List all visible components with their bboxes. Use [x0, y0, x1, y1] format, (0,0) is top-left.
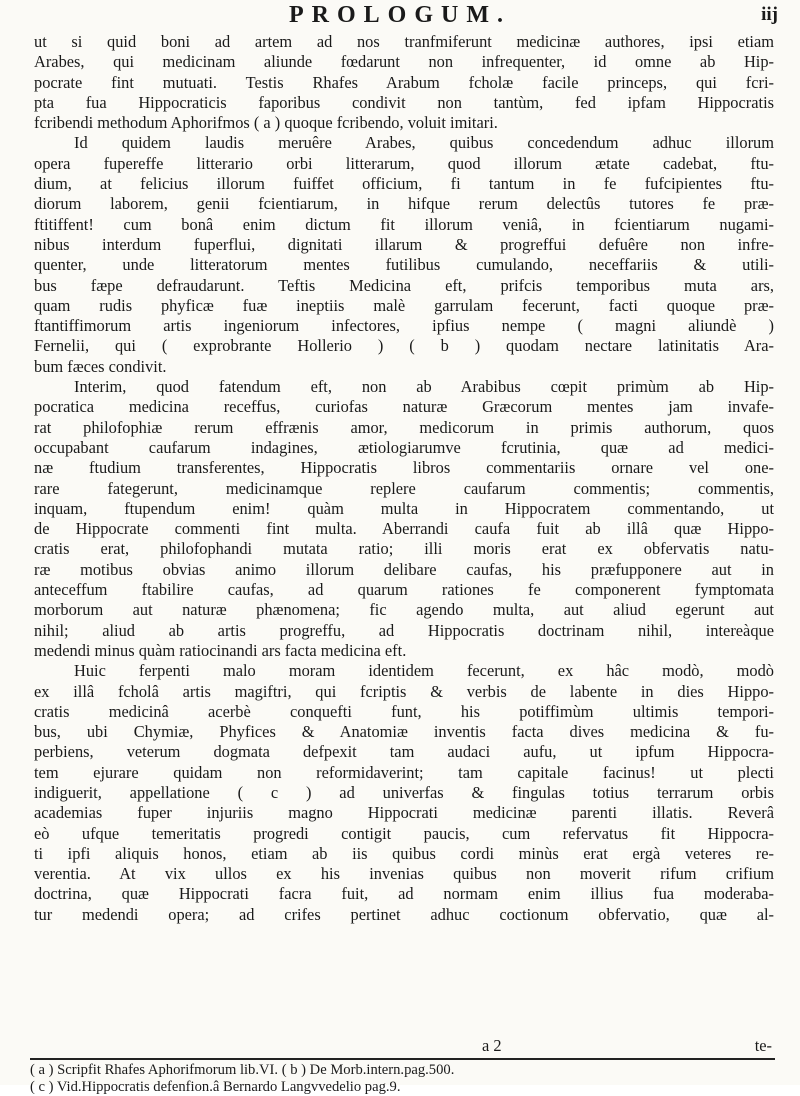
text-line: nihil; aliud ab artis progreffu, ad Hippocratis doctrinam nihil, intereàque: [34, 620, 774, 640]
text-line: ti ipfi aliquis honos, etiam ab iis quibus cordi minùs erat ergà veteres re-: [34, 843, 774, 863]
text-line: occupabant caufarum indagines, ætiologiarumve fcrutinia, quæ ad medici-: [34, 437, 774, 457]
body-text: [34, 32, 774, 945]
signature-mark: a 2: [482, 1036, 502, 1055]
text-line: tur medendi opera; ad crifes pertinet adhuc coctionum obfervatio, quæ al-: [34, 904, 774, 924]
text-line: fcribendi methodum Aphorifmos ( a ) quoque fcribendo, voluit imitari.: [34, 113, 498, 133]
text-line: verentia. At vix ullos ex his invenias quibus non moverit rifum crifium: [34, 864, 774, 884]
text-line: pocratica medicina receffus, curiofas naturæ Græcorum mentes jam invafe-: [34, 397, 774, 417]
catchword: te-: [754, 1036, 772, 1055]
text-line: anteceffum ftabilire caufas, ad quarum rationes fe componerent fymptomata: [34, 580, 774, 600]
footnotes: [30, 1062, 775, 1096]
text-line: Huic ferpenti malo moram identidem fecerunt, ex hâc modò, modò: [74, 661, 774, 681]
signature-line: [34, 1037, 774, 1055]
text-line: morborum aut naturæ phænomena; fic agendo multa, aut aliud egerunt aut: [34, 600, 774, 620]
text-line: [34, 925, 774, 945]
text-line: academias fuper injuriis magno Hippocrati medicinæ parenti illatis. Reverâ: [34, 803, 774, 823]
text-line: rare fategerunt, medicinamque replere caufarum commentis; commentis,: [34, 478, 774, 498]
text-line: ftantiffimorum artis ingeniorum infectores, ipfius nempe ( magni aliundè ): [34, 316, 774, 336]
text-line: cratis erat, philofophandi mutata ratio; illi moris erat ex obfervatis natu-: [34, 539, 774, 559]
text-line: quam rudis phyficæ fuæ ineptiis malè garrulam fecerunt, facti quoque præ-: [34, 295, 774, 315]
page-number: iij: [761, 4, 778, 25]
text-line: bum fæces condivit.: [34, 356, 167, 376]
footnote: ( a ) Scripfit Rhafes Aphorifmorum lib.VI. ( b ) De Morb.intern.pag.500.: [30, 1062, 455, 1078]
text-line: næ ftudium transferentes, Hippocratis libros commentariis ornare vel one-: [34, 458, 774, 478]
text-line: quenter, unde litteratorum mentes futilibus cumulando, neceffariis & utili-: [34, 255, 774, 275]
text-line: tem ejurare quidam non reformidaverint; tam capitale facinus! ut plecti: [34, 762, 774, 782]
text-line: Arabes, qui medicinam aliunde fœdarunt non infrequenter, id omne ab Hip-: [34, 52, 774, 72]
text-line: bus fæpe defraudarunt. Teftis Medicina eft, prifcis temporibus muta ars,: [34, 275, 774, 295]
text-line: bus, ubi Chymiæ, Phyfices & Anatomiæ inventis facta dives medicina & fu-: [34, 722, 774, 742]
text-line: inquam, ftupendum enim! quàm multa in Hippocratem commentando, ut: [34, 498, 774, 518]
text-line: doctrina, quæ Hippocrati facra fuit, ad normam enim illius fua moderaba-: [34, 884, 774, 904]
text-line: ræ motibus obvias animo illorum delibare caufas, his præfupponere aut in: [34, 559, 774, 579]
text-line: Id quidem laudis meruêre Arabes, quibus concedendum adhuc illorum: [74, 133, 774, 153]
footnote: ( c ) Vid.Hippocratis defenfion.â Bernardo Langvvedelio pag.9.: [30, 1079, 401, 1095]
text-line: perbiens, veterum dogmata defpexit tam audaci aufu, ut ipfum Hippocra-: [34, 742, 774, 762]
text-line: medendi minus quàm ratiocinandi ars facta medicina eft.: [34, 640, 407, 660]
footnote-rule: [30, 1058, 775, 1060]
text-line: rat philofophiæ rerum effrænis amor, medicorum in primis authorum, quos: [34, 417, 774, 437]
text-line: cratis medicinâ acerbè conquefti funt, his potiffimùm ultimis tempori-: [34, 701, 774, 721]
text-line: diorum laborem, genii fcientiarum, in hifque rerum delectûs tutores fe præ-: [34, 194, 774, 214]
text-line: Fernelii, qui ( exprobrante Hollerio ) ( b ) quodam nectare latinitatis Ara-: [34, 336, 774, 356]
text-line: de Hippocrate commenti fint multa. Aberrandi caufa fuit ab illâ quæ Hippo-: [34, 519, 774, 539]
text-line: eò ufque temeritatis progredi contigit paucis, cum refervatus fit Hippocra-: [34, 823, 774, 843]
text-line: Interim, quod fatendum eft, non ab Arabibus cœpit primùm ab Hip-: [74, 377, 774, 397]
text-line: opera fupereffe litterario orbi litterarum, quod illorum ætate cadebat, ftu-: [34, 153, 774, 173]
text-line: nibus interdum fuperflui, dignitati illarum & progreffui defuêre non infre-: [34, 234, 774, 254]
text-line: dium, at felicius illorum fuiffet officium, fi tantum in fe fufcipientes ftu-: [34, 174, 774, 194]
text-line: ftitiffent! cum bonâ enim dictum fit illorum veniâ, in fcientiarum nugami-: [34, 214, 774, 234]
text-line: indiguerit, appellatione ( c ) ad univerfas & fingulas totius terrarum orbis: [34, 782, 774, 802]
running-head: PROLOGUM.: [289, 2, 511, 28]
text-line: pocrate fint mutuati. Testis Rhafes Arabum fcholæ facile princeps, qui fcri-: [34, 72, 774, 92]
text-line: ex illâ fcholâ artis magiftri, qui fcriptis & verbis de labente in dies Hippo-: [34, 681, 774, 701]
text-line: ut si quid boni ad artem ad nos tranfmiferunt medicinæ authores, ipsi etiam: [34, 32, 774, 51]
text-line: pta fua Hippocraticis faporibus condivit non tantùm, fed ipfam Hippocratis: [34, 92, 774, 112]
